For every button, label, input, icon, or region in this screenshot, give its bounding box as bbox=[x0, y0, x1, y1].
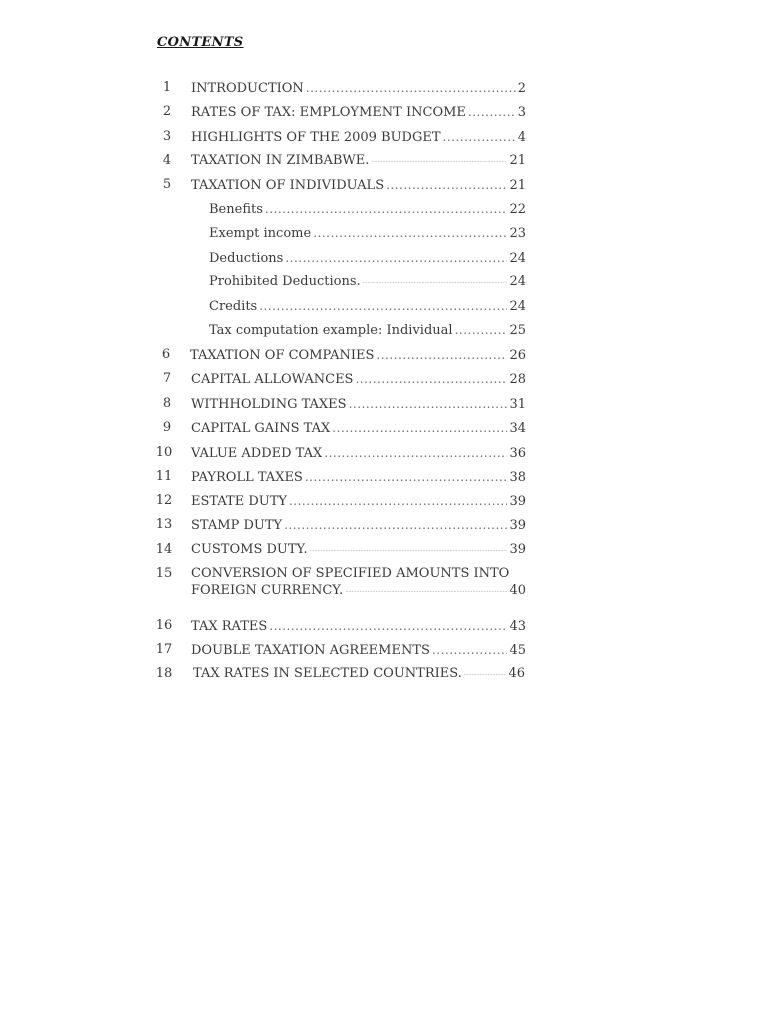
toc-subentry[interactable] bbox=[0, 249, 768, 269]
toc-entry[interactable] bbox=[0, 641, 768, 661]
toc-label: PAYROLL TAXES bbox=[191, 470, 303, 485]
toc-line bbox=[191, 103, 526, 122]
toc-page: 24 bbox=[509, 274, 526, 289]
toc-line bbox=[191, 152, 526, 172]
toc-line bbox=[191, 395, 526, 414]
toc-subentry[interactable] bbox=[0, 224, 768, 244]
toc-page: 39 bbox=[509, 518, 526, 533]
toc-label: TAXATION IN ZIMBABWE. bbox=[191, 153, 370, 168]
toc-number: 2 bbox=[162, 104, 172, 119]
toc-number: 8 bbox=[162, 396, 172, 411]
toc-page: 34 bbox=[509, 421, 526, 436]
toc-entry[interactable] bbox=[0, 79, 768, 99]
toc-label: Credits bbox=[209, 299, 258, 314]
toc-page: 21 bbox=[509, 178, 526, 193]
toc-label: WITHHOLDING TAXES bbox=[191, 397, 347, 412]
toc-line bbox=[191, 492, 526, 511]
toc-page: 39 bbox=[509, 494, 526, 509]
toc-entry[interactable] bbox=[0, 103, 768, 123]
toc-line bbox=[190, 346, 526, 365]
toc-line bbox=[191, 641, 526, 660]
toc-entry[interactable] bbox=[0, 395, 768, 415]
toc-entry[interactable] bbox=[0, 152, 768, 172]
dot-leader bbox=[455, 321, 508, 339]
toc-page: 24 bbox=[509, 299, 526, 314]
toc-number: 10 bbox=[155, 445, 173, 460]
toc-line bbox=[193, 665, 525, 685]
toc-number: 16 bbox=[155, 618, 173, 633]
toc-line bbox=[191, 370, 526, 389]
toc-page: 45 bbox=[509, 643, 526, 658]
toc-number: 6 bbox=[161, 347, 171, 362]
dot-leader bbox=[259, 297, 507, 315]
toc-label: CONVERSION OF SPECIFIED AMOUNTS INTO bbox=[191, 566, 510, 581]
toc-page: 21 bbox=[509, 153, 526, 168]
toc-line bbox=[191, 617, 526, 636]
toc-page: 25 bbox=[509, 323, 526, 338]
toc-label: Prohibited Deductions. bbox=[209, 274, 361, 289]
dot-leader bbox=[269, 617, 507, 635]
toc-number: 14 bbox=[155, 542, 173, 557]
toc-page: 24 bbox=[509, 251, 526, 266]
toc-entry[interactable] bbox=[0, 541, 768, 561]
toc-line bbox=[191, 419, 526, 438]
toc-label: CUSTOMS DUTY. bbox=[191, 542, 308, 557]
toc-page: 2 bbox=[517, 81, 526, 96]
toc-number: 18 bbox=[155, 666, 173, 681]
toc-entry[interactable] bbox=[0, 665, 768, 685]
toc-page: 22 bbox=[509, 202, 526, 217]
toc-line bbox=[191, 541, 526, 561]
toc-line bbox=[191, 582, 526, 602]
dot-leader bbox=[345, 582, 507, 600]
toc-line bbox=[209, 249, 526, 268]
toc-label-continued: FOREIGN CURRENCY. bbox=[191, 583, 344, 598]
toc-entry[interactable] bbox=[0, 617, 768, 637]
toc-line bbox=[191, 128, 526, 147]
dot-leader bbox=[443, 128, 516, 146]
dot-leader bbox=[284, 516, 507, 534]
dot-leader bbox=[464, 665, 507, 683]
toc-entry[interactable] bbox=[0, 370, 768, 390]
toc-page: 4 bbox=[517, 130, 526, 145]
toc-label: RATES OF TAX: EMPLOYMENT INCOME bbox=[191, 105, 466, 120]
toc-label: Deductions bbox=[209, 251, 284, 266]
toc-page: 28 bbox=[509, 372, 526, 387]
toc-number: 3 bbox=[162, 129, 172, 144]
toc-label: STAMP DUTY bbox=[191, 518, 283, 533]
toc-label: TAXATION OF COMPANIES bbox=[190, 348, 375, 363]
toc-page: 39 bbox=[509, 542, 526, 557]
toc-line bbox=[209, 200, 526, 219]
toc-label: INTRODUCTION bbox=[191, 81, 304, 96]
toc-line bbox=[209, 297, 526, 316]
toc-entry[interactable] bbox=[0, 444, 768, 464]
toc-line bbox=[191, 79, 526, 98]
toc-page: 3 bbox=[517, 105, 526, 120]
toc-page: 23 bbox=[509, 226, 526, 241]
toc-label: TAX RATES bbox=[191, 619, 268, 634]
toc-entry[interactable] bbox=[0, 565, 768, 605]
toc-page: 40 bbox=[509, 583, 526, 598]
toc-label: TAXATION OF INDIVIDUALS bbox=[191, 178, 385, 193]
toc-number: 15 bbox=[155, 566, 173, 581]
dot-leader bbox=[285, 249, 507, 267]
dot-leader bbox=[332, 419, 507, 437]
dot-leader bbox=[371, 152, 507, 170]
dot-leader bbox=[432, 641, 508, 659]
dot-leader bbox=[355, 370, 507, 388]
toc-number: 9 bbox=[162, 420, 172, 435]
toc-number: 7 bbox=[162, 371, 172, 386]
toc-number: 12 bbox=[155, 493, 173, 508]
dot-leader bbox=[313, 224, 507, 242]
toc-number: 17 bbox=[155, 642, 173, 657]
dot-leader bbox=[324, 444, 507, 462]
toc-label: ESTATE DUTY bbox=[191, 494, 287, 509]
toc-number: 4 bbox=[162, 153, 172, 168]
toc-label: VALUE ADDED TAX bbox=[191, 446, 323, 461]
toc-entry[interactable] bbox=[0, 346, 768, 366]
dot-leader bbox=[376, 346, 507, 364]
toc-subentry[interactable] bbox=[0, 297, 768, 317]
toc-entry[interactable] bbox=[0, 419, 768, 439]
toc-entry[interactable] bbox=[0, 176, 768, 196]
toc-number: 13 bbox=[155, 517, 173, 532]
toc-label: CAPITAL ALLOWANCES bbox=[191, 372, 354, 387]
dot-leader bbox=[310, 541, 508, 559]
contents-heading: CONTENTS bbox=[157, 35, 244, 50]
dot-leader bbox=[265, 200, 508, 218]
toc-line bbox=[191, 176, 526, 195]
toc-line bbox=[209, 224, 526, 243]
dot-leader bbox=[306, 79, 516, 97]
dot-leader bbox=[468, 103, 516, 121]
dot-leader bbox=[349, 395, 508, 413]
toc-label: CAPITAL GAINS TAX bbox=[191, 421, 331, 436]
dot-leader bbox=[305, 468, 508, 486]
toc-subentry[interactable] bbox=[0, 321, 768, 341]
toc-entry[interactable] bbox=[0, 516, 768, 536]
toc-page: 46 bbox=[508, 666, 525, 681]
toc-subentry[interactable] bbox=[0, 200, 768, 220]
dot-leader bbox=[289, 492, 507, 510]
dot-leader bbox=[386, 176, 507, 194]
toc-entry[interactable] bbox=[0, 468, 768, 488]
toc-page: 26 bbox=[509, 348, 526, 363]
toc-label: DOUBLE TAXATION AGREEMENTS bbox=[191, 643, 430, 658]
toc-page: 31 bbox=[509, 397, 526, 412]
toc-entry[interactable] bbox=[0, 128, 768, 148]
toc-label: TAX RATES IN SELECTED COUNTRIES. bbox=[193, 666, 462, 681]
toc-page: 43 bbox=[509, 619, 526, 634]
toc-label: Benefits bbox=[209, 202, 263, 217]
dot-leader bbox=[363, 273, 508, 291]
toc-number: 5 bbox=[162, 177, 172, 192]
toc-entry[interactable] bbox=[0, 492, 768, 512]
toc-page: 38 bbox=[509, 470, 526, 485]
toc-line bbox=[209, 273, 526, 293]
toc-line bbox=[191, 468, 526, 487]
toc-line bbox=[209, 321, 526, 340]
toc-number: 1 bbox=[162, 80, 172, 95]
toc-line bbox=[191, 516, 526, 535]
toc-label: HIGHLIGHTS OF THE 2009 BUDGET bbox=[191, 130, 441, 145]
toc-number: 11 bbox=[155, 469, 173, 484]
toc-label: Exempt income bbox=[209, 226, 312, 241]
toc-subentry[interactable] bbox=[0, 273, 768, 293]
toc-label: Tax computation example: Individual bbox=[209, 323, 453, 338]
toc-page: 36 bbox=[509, 446, 526, 461]
toc-line bbox=[191, 444, 526, 463]
